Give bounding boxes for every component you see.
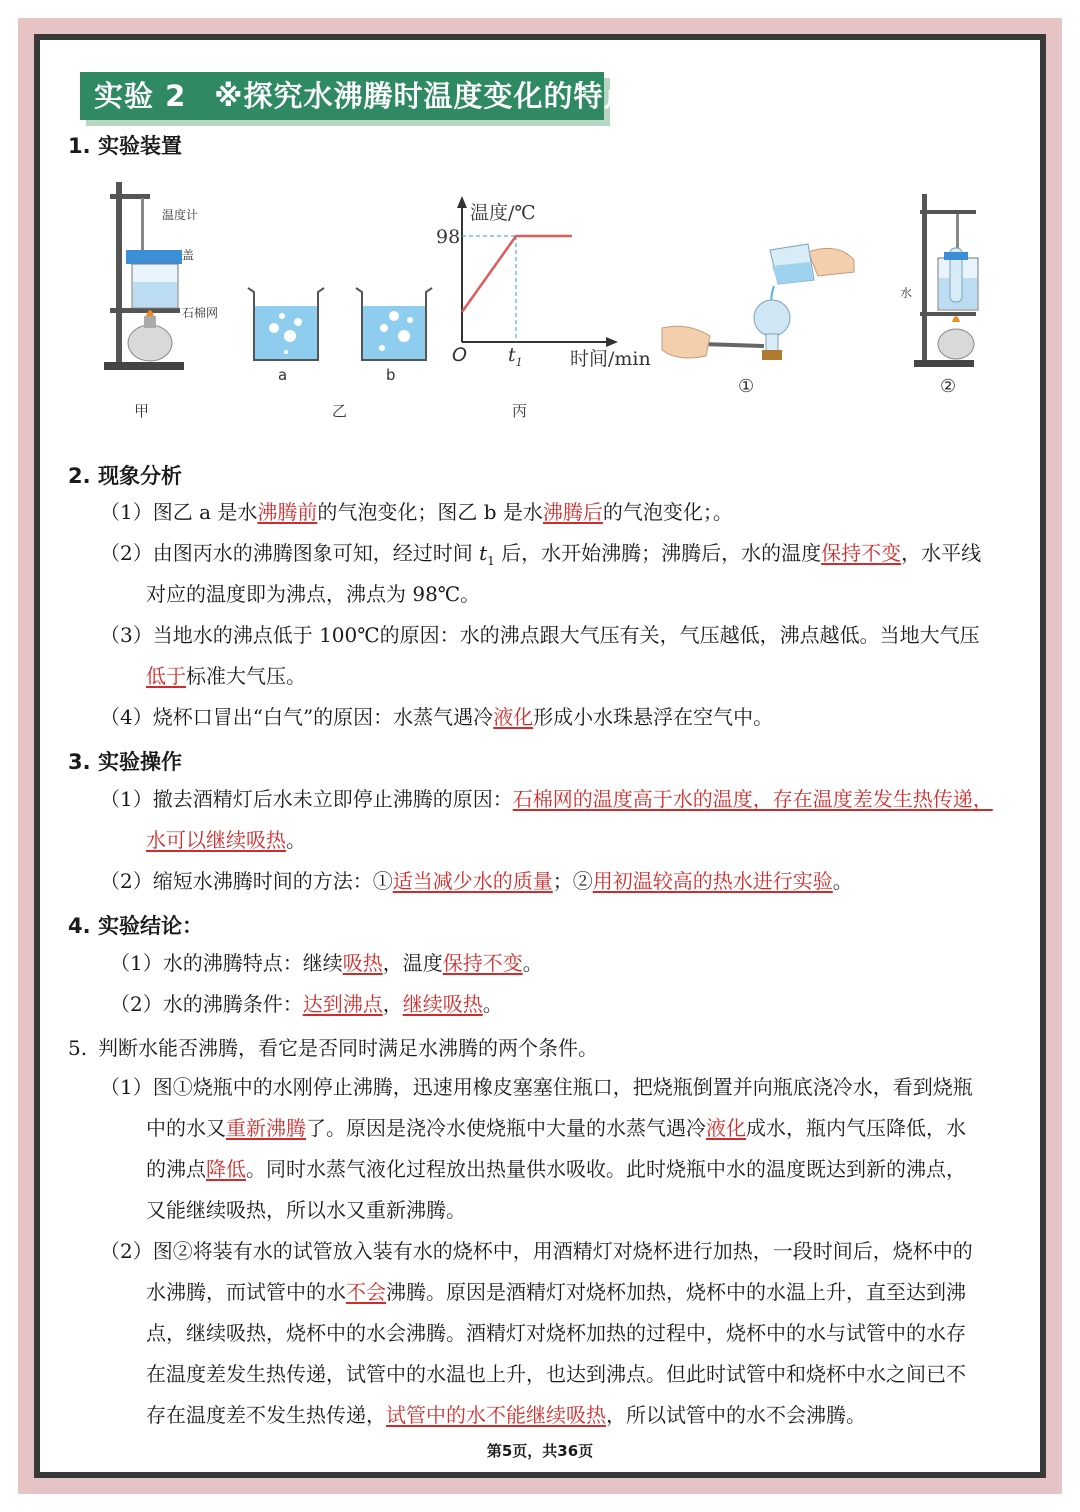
label-beaker-b: b	[386, 366, 396, 384]
caption-yi: 乙	[332, 402, 348, 420]
s2-line-2: （2）由图丙水的沸腾图象可知，经过时间 $t_1$ 后，水开始沸腾；沸腾后，水的温度保持不变，水平线	[100, 541, 982, 568]
experiment-title	[80, 72, 634, 120]
s5-line-4: 又能继续吸热，所以水又重新沸腾。	[146, 1198, 466, 1222]
page-number: 第5页，共36页	[486, 1442, 594, 1460]
s5-line-3: 的沸点降低。同时水蒸气液化过程放出热量供水吸收。此时烧瓶中水的温度既达到新的沸点，	[146, 1157, 966, 1181]
section-2-heading: 2. 现象分析	[68, 464, 182, 488]
s5-line-9: 存在温度差不发生热传递，试管中的水不能继续吸热，所以试管中的水不会沸腾。	[146, 1403, 866, 1427]
graph-y-tick-98: 98	[436, 226, 461, 248]
s5-line-6: 水沸腾，而试管中的水不会沸腾。原因是酒精灯对烧杯加热，烧杯中的水温上升，直至达到沸	[146, 1280, 966, 1304]
s5-line-7: 点，继续吸热，烧杯中的水会沸腾。酒精灯对烧杯加热的过程中，烧杯中的水与试管中的水存	[146, 1321, 966, 1345]
experiment-name: ※探究水沸腾时温度变化的特点	[214, 79, 634, 113]
s2-line-1: （1）图乙 a 是水沸腾前的气泡变化；图乙 b 是水沸腾后的气泡变化；。	[100, 500, 733, 524]
s2-line-5: 低于标准大气压。	[146, 664, 306, 688]
s5-line-5: （2）图②将装有水的试管放入装有水的烧杯中，用酒精灯对烧杯进行加热，一段时间后，烧杯中的	[100, 1239, 973, 1263]
s5-line-1: （1）图①烧瓶中的水刚停止沸腾，迅速用橡皮塞塞住瓶口，把烧瓶倒置并向瓶底浇冷水，看到烧瓶	[100, 1075, 973, 1099]
s5-line-8: 在温度差发生热传递，试管中的水温也上升，也达到沸点。但此时试管中和烧杯中水之间已不	[146, 1362, 966, 1386]
section-3-heading: 3. 实验操作	[68, 750, 182, 774]
flask-figure-1	[658, 232, 858, 372]
s3-line-3: （2）缩短水沸腾时间的方法：①适当减少水的质量；②用初温较高的热水进行实验。	[100, 869, 853, 893]
label-beaker-a: a	[278, 366, 288, 384]
caption-figure-2: ②	[940, 376, 957, 397]
graph-origin: O	[452, 344, 467, 366]
s5-line-2: 中的水又重新沸腾了。原因是浇冷水使烧瓶中大量的水蒸气遇冷液化成水，瓶内气压降低，水	[146, 1116, 966, 1140]
s4-line-1: （1）水的沸腾特点：继续吸热，温度保持不变。	[110, 951, 543, 975]
graph-x-label: 时间/min	[570, 348, 651, 370]
graph-t1: $t_1$	[508, 344, 523, 369]
s4-line-2: （2）水的沸腾条件：达到沸点，继续吸热。	[110, 992, 503, 1016]
label-water: 水	[900, 286, 913, 300]
s2-line-4: （3）当地水的沸点低于 100℃的原因：水的沸点跟大气压有关，气压越低，沸点越低。当地大气压	[100, 623, 980, 647]
section-1-heading: 1. 实验装置	[68, 134, 182, 158]
apparatus-figure-2	[914, 192, 984, 372]
s2-line-3: 对应的温度即为沸点，沸点为 98℃。	[146, 582, 481, 606]
beakers-yi-figure	[244, 284, 444, 364]
caption-bing: 丙	[512, 402, 528, 420]
s3-line-2: 水可以继续吸热。	[146, 828, 306, 852]
experiment-number: 实验 2	[94, 79, 187, 113]
label-lid: 盖	[182, 248, 195, 262]
s2-line-6: （4）烧杯口冒出“白气”的原因：水蒸气遇冷液化形成小水珠悬浮在空气中。	[100, 705, 774, 729]
label-gauze: 石棉网	[182, 306, 219, 320]
caption-figure-1: ①	[738, 376, 755, 397]
s3-line-1: （1）撤去酒精灯后水未立即停止沸腾的原因：石棉网的温度高于水的温度，存在温度差发生热传递，	[100, 787, 993, 811]
section-5-heading: 5. 判断水能否沸腾，看它是否同时满足水沸腾的两个条件。	[68, 1036, 598, 1060]
graph-y-label: 温度/℃	[470, 202, 536, 224]
label-thermometer: 温度计	[162, 208, 199, 222]
caption-jia: 甲	[134, 402, 150, 420]
section-4-heading: 4. 实验结论：	[68, 914, 203, 938]
